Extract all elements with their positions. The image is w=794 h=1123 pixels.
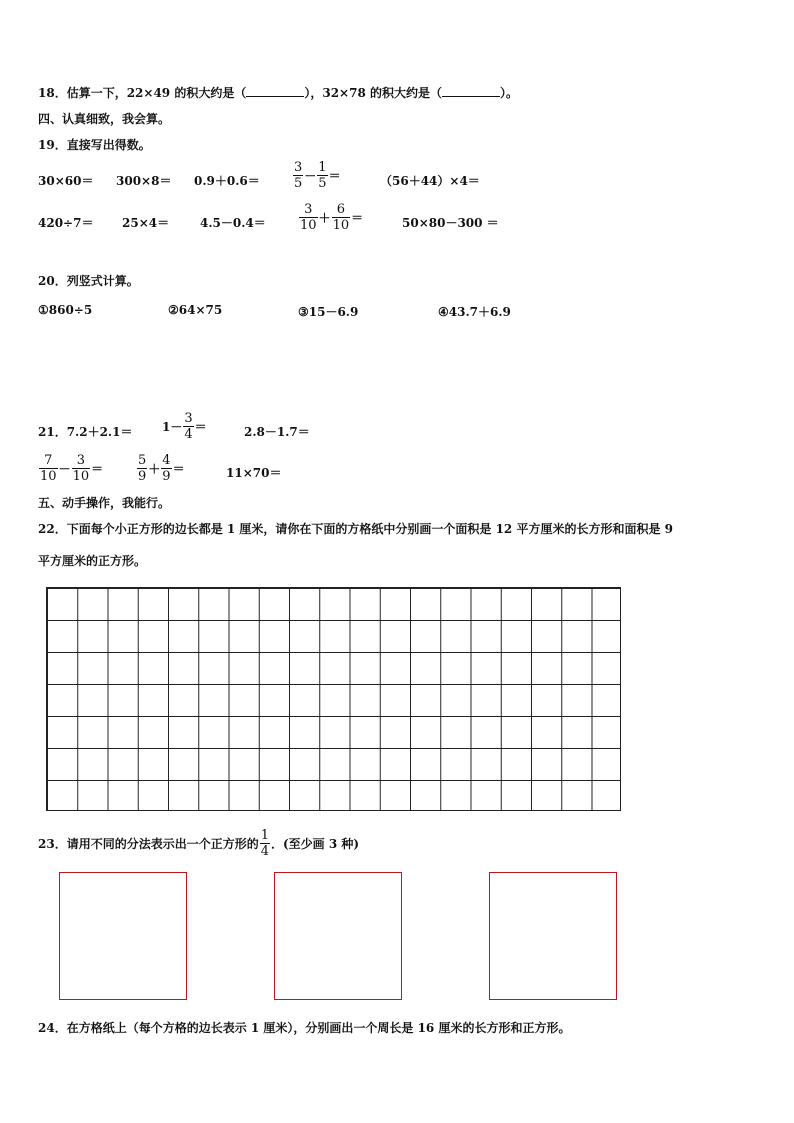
q19-row1-fraction-expr: $\frac{3}{5}$ － $\frac{1}{5}$ ＝ [294,160,341,191]
drawing-square-1[interactable] [59,872,187,1000]
q19-row2-fraction-expr: $\frac{3}{10}$ ＋ $\frac{6}{10}$ ＝ [300,202,364,233]
q22-line-1: 22．下面每个小正方形的边长都是 1 厘米，请你在下面的方格纸中分别画一个面积是 12 平方厘米的长方形和面积是 9 [38,522,673,536]
q19-row1-item-5: （56＋44）×4＝ [380,174,480,188]
fraction: $\frac{3}{5}$ [294,160,303,191]
q20-item-4: ④43.7＋6.9 [438,305,511,319]
q21-expr-6: 11×70＝ [226,466,282,480]
q20-item-2: ②64×75 [168,303,223,317]
question-18 [38,84,518,101]
fraction: $\frac{3}{10}$ [300,202,317,233]
q19-row2-item-3: 4.5－0.4＝ [200,216,266,230]
fraction: $\frac{1}{4}$ [260,828,269,859]
question-24: 24．在方格纸上（每个方格的边长表示 1 厘米），分别画出一个周长是 16 厘米的长方形和正方形。 [38,1021,571,1035]
q22-line-2: 平方厘米的正方形。 [38,554,147,568]
q21-expr-4: $\frac{7}{10}$ － $\frac{3}{10}$ ＝ [40,453,104,484]
q20-item-3: ③15－6.9 [298,305,359,319]
q19-row1-item-3: 0.9＋0.6＝ [194,174,260,188]
q19-row2-item-5: 50×80－300 ＝ [402,216,499,230]
q19-row2-item-1: 420÷7＝ [38,216,94,230]
q20-item-1: ①860÷5 [38,303,93,317]
section-5-heading: 五、动手操作，我能行。 [38,496,171,510]
answer-blank-2[interactable] [442,86,500,97]
question-23: 23．请用不同的分法表示出一个正方形的 $\frac{1}{4}$ ．(至少画 3 种) [38,828,360,859]
fraction: $\frac{4}{9}$ [162,453,171,484]
fraction: $\frac{7}{10}$ [40,453,57,484]
q19-title: 19．直接写出得数。 [38,138,151,152]
q18-text-1: 18．估算一下，22×49 的积大约是（ [38,86,247,100]
square-grid-paper[interactable] [46,587,621,811]
q18-text-2: ），32×78 的积大约是（ [304,86,442,100]
q19-row1-item-1: 30×60＝ [38,174,94,188]
fraction: $\frac{3}{10}$ [72,453,90,484]
fraction: $\frac{3}{4}$ [184,411,193,442]
q18-text-3: ）。 [499,86,518,100]
fraction: $\frac{1}{5}$ [318,160,327,191]
drawing-square-2[interactable] [274,872,402,1000]
q21-expr-5: $\frac{5}{9}$ ＋ $\frac{4}{9}$ ＝ [138,453,185,484]
q19-row1-item-2: 300×8＝ [116,174,172,188]
q21-expr-3: 2.8－1.7＝ [244,425,310,439]
q20-title: 20．列竖式计算。 [38,274,139,288]
fraction: $\frac{5}{9}$ [138,453,147,484]
q21-expr-2: 1－ $\frac{3}{4}$ ＝ [162,411,207,442]
answer-blank-1[interactable] [246,86,304,97]
fraction: $\frac{6}{10}$ [332,202,350,233]
q19-row2-item-2: 25×4＝ [122,216,170,230]
section-4-heading: 四、认真细致，我会算。 [38,112,171,126]
drawing-square-3[interactable] [489,872,617,1000]
q21-expr-1: 21．7.2＋2.1＝ [38,425,133,439]
